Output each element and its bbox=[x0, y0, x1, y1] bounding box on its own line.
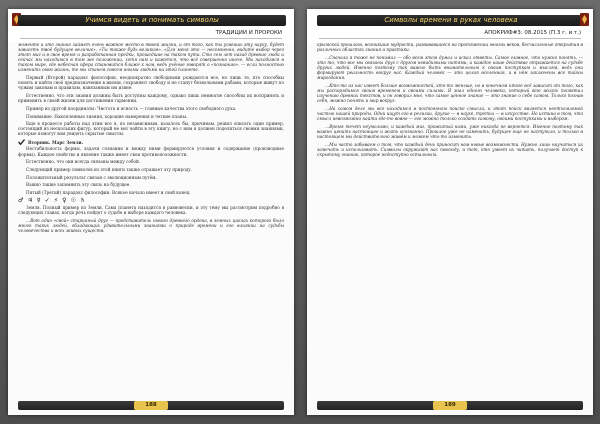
symbols-line: ♂ ♃ ☿ ✓ ⚡ ♀ ☉ ♄ bbox=[18, 196, 87, 204]
paragraph: Пятый (Третий) парадокс философии. Всякое начало имеет и свой конец. bbox=[26, 190, 191, 195]
paragraph: Следующий пример символов из этой книги также отражает эту природу. bbox=[26, 166, 193, 172]
left-page-body bbox=[18, 42, 284, 395]
paragraph: крымской прошлого, возникшие мудрости, развивавшиеся на протяжении многих веков, бесчисленные открытия в различных областях знания и практики. bbox=[317, 42, 583, 53]
running-title: Учимся видеть и понимать символы bbox=[85, 16, 219, 24]
paragraph: Еще в процессе работы над этим все я, по независимым, казалось бы, причинам, решил описать один пример, состоящий из нескольких фигур, который не мог войти в эту книгу, но с ним я должен поделиться своими знаниями, которые помогут вам увидеть скрытые смыслы. bbox=[18, 121, 284, 137]
right-page-body bbox=[317, 42, 583, 395]
paragraph: Понимание. Накопленные знания, хорошие намерения и четкие планы. bbox=[26, 113, 188, 119]
emblem-icon bbox=[579, 12, 590, 27]
checkmark-icon bbox=[18, 139, 25, 145]
paragraph: Первый (Второй) парадокс философии, неоднократно свободными рождаются все, но лишь те, кто способны понять и найти своё предназначение в жизни, сохраняют свободу и не станут безвольными рабами, которые живут по чужим законам и правилам, навязанным им извне. bbox=[18, 75, 284, 91]
paragraph: …Мы часто забываем о том, что каждый день приносит нам новые возможности. Нужно лишь научиться их замечать и использовать. Символы окружают нас повсюду, и тот, кто умеет их читать, получает доступ к скрытому знанию, которое недоступно остальным. bbox=[317, 141, 583, 157]
paragraph: …Сначала я тоже не понимал — обо всем этом думал и искал ответы. Самое главное, что нужно понять, — это то, что все мы связаны друг с другом невидимыми нитями, и каждое наше действие отражается на судьбе других людей. Именно поэтому так важно быть внимательным к своим поступкам и мыслям, ведь они формируют реальность вокруг нас. Каждый человек — это целая вселенная, и в нём заключены все тайны мироздания. bbox=[317, 54, 583, 81]
section-title: Вторник. Марс Земли. bbox=[28, 139, 84, 145]
left-page-header bbox=[8, 9, 294, 43]
paragraph: …На самом деле мы все находимся в постоянном поиске смысла, и этот поиск является неотъемлемой частью нашей природы. Одни ищут его в религии, другие — в науке, третьи — в искусстве. Но истина в том, что смысл невозможно найти где-то вовне — его можно только создать самому, своими поступками и выбором. bbox=[317, 105, 583, 121]
left-page bbox=[8, 9, 294, 415]
section-label: АПОКРИФ#3: 08.2015 (П.3 г. и т.) bbox=[484, 30, 581, 36]
paragraph: Земля. Полный пример из Земли. Сама планета находится в равновесии, и эту тему мы рассмотрим подробно в следующих главах, когда речь пойдет о судьбе и выборе каждого человека. bbox=[18, 204, 284, 215]
running-title-band bbox=[317, 15, 585, 26]
right-page-header bbox=[307, 9, 593, 43]
left-page-footer bbox=[8, 399, 294, 411]
header-divider bbox=[20, 38, 282, 39]
running-title-band bbox=[18, 15, 286, 26]
right-page-footer bbox=[307, 399, 593, 411]
section-heading bbox=[18, 139, 284, 145]
paragraph: Естественно, что эти знания должны быть доступны каждому, однако лишь немногие способны их воспринять и применить в своей жизни для достижения гармонии. bbox=[18, 93, 284, 104]
paragraph: Важно также запомнить эту связь на будущее. bbox=[26, 182, 131, 188]
paragraph: …Вот один «свой» старинный друг — представитель нового древнего ордена, в земных циклах которого было много таких людей, обладающих удивительными знаниями о природе времени и его влиянии на судьбы человечества и всех живых существ. bbox=[18, 217, 284, 233]
page-number: 189 bbox=[433, 401, 467, 410]
paragraph: Положительный результат связан с эволюционным путём. bbox=[26, 174, 157, 180]
paragraph: …Кто-то из нас имеет больше возможностей, кто-то меньше, но в конечном итоге всё зависит от того, как мы распорядимся своим временем и своими силами. Я знал одного человека, который всю жизнь посвятил изучению древних текстов, и он говорил мне, что самое ценное знание — это знание о себе самом. Только познав себя, можно понять и мир вокруг. bbox=[317, 82, 583, 104]
page-number: 188 bbox=[134, 401, 168, 410]
section-label: ТРАДИЦИИ И ПРОРОКИ bbox=[215, 30, 282, 36]
paragraph: моменте и это знание займет очень важное место в твоей жизни, и от того, как ты усвоишь эту науку, будет зависеть твоё будущее величие». «Ты также будь великим». «Для меня это — несомненно, видите выбор через этот миг и в свое время и разработанная предки, прошедшие на таком пути. Сто сем лет назад древние люди и сейчас мы находимся в том же положении, хотя нам и кажется, что всё совершенно иначе. Мы находимся в таком мире, где небесная сфера становится ближе к нам, ведь учёные говорят о «познанию». — если полностью изменить свою жизнь, то мы станем совсем иными людьми на этой планете. bbox=[18, 42, 284, 73]
paragraph: …Время течет неумолимо, и каждый миг, прожитый нами, уже никогда не вернется. Именно поэтому так важно ценить настоящее и жить осознанно. Прошлое уже не изменить, будущее еще не наступило, и только в настоящем мы действительно живём и можем что-то изменить. bbox=[317, 123, 583, 139]
right-page bbox=[307, 9, 593, 415]
paragraph: Пример из другой координаты: Чистота и ясность — главные качества этого свободного духа. bbox=[26, 105, 237, 111]
running-title: Символы времени в руках человека bbox=[384, 16, 518, 24]
paragraph: Естественно, что они всегда связаны между собой. bbox=[26, 159, 141, 165]
header-divider bbox=[319, 38, 581, 39]
paragraph: Нестабильность формы, задачи сознания и между ними формируются условия и содержание (производные формы). Каждое свойство и явление также имеет свои противоположности. bbox=[18, 146, 284, 157]
